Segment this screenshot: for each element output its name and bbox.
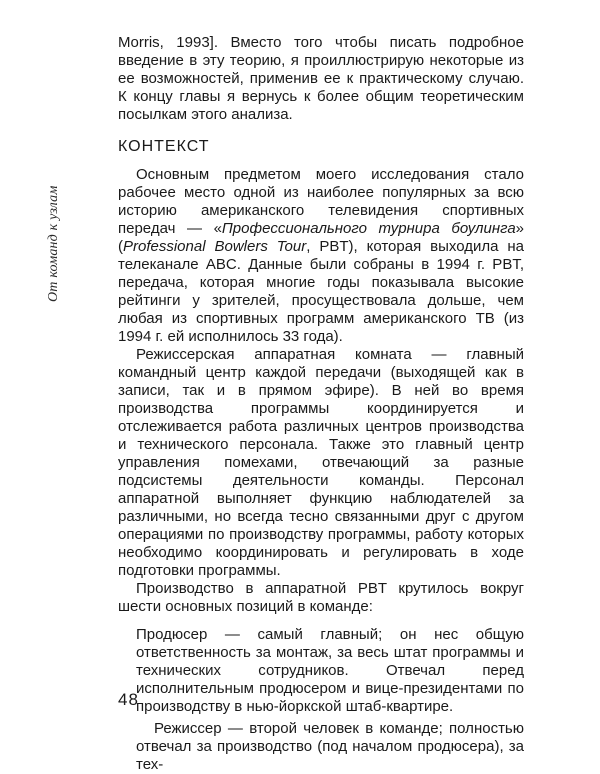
paragraph-1-title-en: Professional Bowlers Tour [123,238,307,255]
paragraph-1-title-ru: Профессионального турнира боулинга [221,220,516,237]
paragraph-1 [118,166,524,346]
page-number: 48 [118,690,139,709]
paragraph-3: Производство в аппаратной PBT крутилось вокруг шести основных позиций в команде: [118,580,524,615]
main-text [118,34,524,774]
paragraph-1-end: , PBT), которая выходила на телеканале ABC. Данные были собраны в 1994 г. PBT, передача, которая многие годы показывала высокие рейтинги у зрителей, просуществовала дольше, чем любая из спортивных программ американского ТВ (из 1994 г. ей исполнилось 33 года). [118,238,524,345]
quote-director: Режиссер — второй человек в команде; полностью отвечал за производство (под началом продюсера), за тех- [136,720,524,773]
intro-paragraph: Morris, 1993]. Вместо того чтобы писать подробное введение в эту теорию, я проиллюстрирую некоторые из ее возможностей, применив ее к практическому случаю. К концу главы я вернусь к более общим теоретическим посылкам этого анализа. [118,34,524,123]
paragraph-2: Режиссерская аппаратная комната — главный командный центр каждой передачи (выходящей как в записи, так и в прямом эфире). В ней во время производства программы координируется и отслеживается работа различных центров производства и технического персонала. Также это главный центр управления помехами, отвечающий за разные подсистемы деятельности команды. Персонал аппаратной выполняет функцию наблюдателей за различными, но всегда тесно связанными друг с другом операциями по производству программы, работу которых необходимо координировать и регулировать в ходе подготовки программы. [118,346,524,579]
paragraph-1-mid: » ( [118,220,524,255]
running-head: От команд к узлам [46,185,61,302]
quote-producer: Продюсер — самый главный; он нес общую ответственность за монтаж, за весь штат программы и технических сотрудников. Отвечал перед исполнительным продюсером и вице-президентами по производству в нью-йоркской штаб-квартире. [136,626,524,715]
section-heading: КОНТЕКСТ [118,138,210,155]
paragraph-1-start: Основным предметом моего исследования стало рабочее место одной из наиболее популярных за всю историю американского телевидения спортивных передач — « [118,166,524,237]
